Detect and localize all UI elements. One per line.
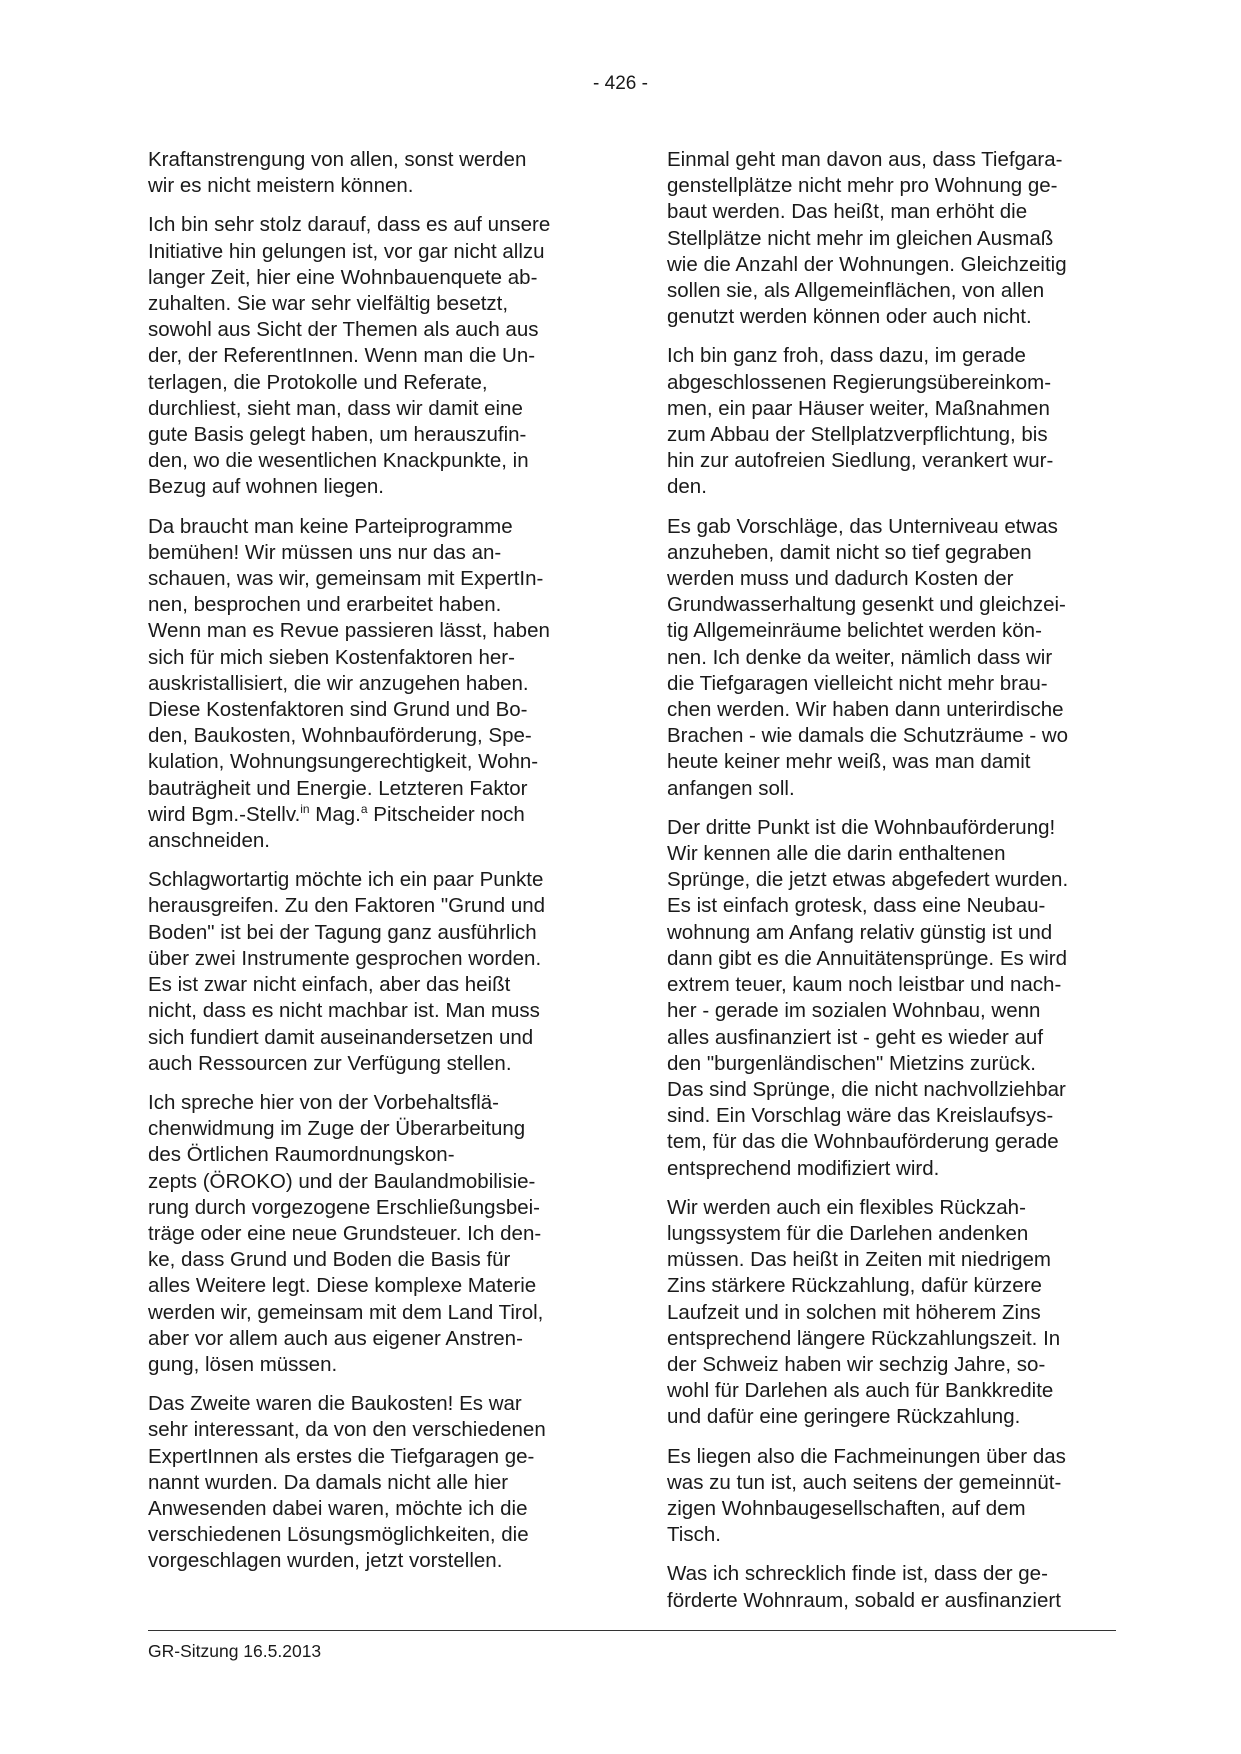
text-line: chen werden. Wir haben dann unterirdische xyxy=(667,698,1064,722)
text-line: wohnung am Anfang relativ günstig ist und xyxy=(667,920,1053,944)
text-segment: Mag. xyxy=(309,802,361,826)
paragraph xyxy=(667,1561,1107,1613)
text-segment: Pitscheider noch xyxy=(367,802,525,826)
paragraph xyxy=(148,1391,588,1574)
text-line: und dafür eine geringere Rückzahlung. xyxy=(667,1405,1021,1429)
text-line: anfangen soll. xyxy=(667,776,795,800)
text-line: Das Zweite waren die Baukosten! Es war xyxy=(148,1392,522,1416)
text-line: zum Abbau der Stellplatzverpflichtung, bis xyxy=(667,423,1048,447)
text-line: sowohl aus Sicht der Themen als auch aus xyxy=(148,318,539,342)
text-line: über zwei Instrumente gesprochen worden. xyxy=(148,946,542,970)
text-line: herausgreifen. Zu den Faktoren "Grund und xyxy=(148,894,546,918)
footer-session-label: GR-Sitzung 16.5.2013 xyxy=(148,1641,322,1661)
paragraph xyxy=(148,867,588,1077)
paragraph xyxy=(667,147,1107,330)
text-line: der, der ReferentInnen. Wenn man die Un- xyxy=(148,344,536,368)
text-line: Ich spreche hier von der Vorbehaltsflä- xyxy=(148,1090,499,1114)
paragraph xyxy=(148,147,588,199)
text-line: Diese Kostenfaktoren sind Grund und Bo- xyxy=(148,698,528,722)
text-line: sich fundiert damit auseinandersetzen und xyxy=(148,1025,534,1049)
text-line: Der dritte Punkt ist die Wohnbauförderung! xyxy=(667,815,1056,839)
text-line: Initiative hin gelungen ist, vor gar nicht allzu xyxy=(148,239,545,263)
text-line: auskristallisiert, die wir anzugehen haben. xyxy=(148,671,529,695)
text-line: lungssystem für die Darlehen andenken xyxy=(667,1221,1029,1245)
text-line: hin zur autofreien Siedlung, verankert wur- xyxy=(667,449,1054,473)
text-line: extrem teuer, kaum noch leistbar und nach- xyxy=(667,973,1062,997)
text-line: wir es nicht meistern können. xyxy=(148,174,414,198)
text-line: zuhalten. Sie war sehr vielfältig besetzt, xyxy=(148,292,509,316)
text-line: Da braucht man keine Parteiprogramme xyxy=(148,514,513,538)
text-line: sind. Ein Vorschlag wäre das Kreislaufsys- xyxy=(667,1104,1054,1128)
text-line: ke, dass Grund und Boden die Basis für xyxy=(148,1248,511,1272)
text-line: gute Basis gelegt haben, um herauszufin- xyxy=(148,423,527,447)
text-line: den "burgenländischen" Mietzins zurück. xyxy=(667,1051,1036,1075)
text-line: tig Allgemeinräume belichtet werden kön- xyxy=(667,619,1042,643)
left-column xyxy=(148,147,588,1588)
text-line: Es gab Vorschläge, das Unterniveau etwas xyxy=(667,514,1058,538)
text-line: anschneiden. xyxy=(148,829,270,853)
text-line: Boden" ist bei der Tagung ganz ausführlich xyxy=(148,920,537,944)
text-line: langer Zeit, hier eine Wohnbauenquete ab- xyxy=(148,265,538,289)
text-line: des Örtlichen Raumordnungskon- xyxy=(148,1143,455,1167)
text-line: bauträgheit und Energie. Letzteren Faktor xyxy=(148,776,528,800)
text-line: den, wo die wesentlichen Knackpunkte, in xyxy=(148,449,529,473)
text-line: müssen. Das heißt in Zeiten mit niedrigem xyxy=(667,1248,1051,1272)
text-line: schauen, was wir, gemeinsam mit ExpertIn- xyxy=(148,567,544,591)
text-line: heute keiner mehr weiß, was man damit xyxy=(667,750,1031,774)
superscript: in xyxy=(300,802,310,817)
text-line: aber vor allem auch aus eigener Anstren- xyxy=(148,1326,523,1350)
text-line: werden wir, gemeinsam mit dem Land Tirol, xyxy=(148,1300,544,1324)
text-line: sich für mich sieben Kostenfaktoren her- xyxy=(148,645,515,669)
text-line: den. xyxy=(667,475,707,499)
text-segment: wird Bgm.-Stellv. xyxy=(148,802,301,826)
text-line: Wenn man es Revue passieren lässt, haben xyxy=(148,619,550,643)
text-line: nannt wurden. Da damals nicht alle hier xyxy=(148,1470,509,1494)
text-line: Das sind Sprünge, die nicht nachvollziehbar xyxy=(667,1077,1066,1101)
text-line: Ich bin sehr stolz darauf, dass es auf unsere xyxy=(148,213,551,237)
text-line: Zins stärkere Rückzahlung, dafür kürzere xyxy=(667,1274,1042,1298)
text-line: sollen sie, als Allgemeinflächen, von allen xyxy=(667,279,1045,303)
text-line: entsprechend modifiziert wird. xyxy=(667,1156,940,1180)
text-line: alles ausfinanziert ist - geht es wieder auf xyxy=(667,1025,1044,1049)
text-line: nicht, dass es nicht machbar ist. Man muss xyxy=(148,999,540,1023)
text-line: ExpertInnen als erstes die Tiefgaragen ge- xyxy=(148,1444,535,1468)
text-line: Es ist zwar nicht einfach, aber das heißt xyxy=(148,973,511,997)
paragraph xyxy=(667,815,1107,1182)
text-line: rung durch vorgezogene Erschließungsbei- xyxy=(148,1195,541,1219)
text-line: Laufzeit und in solchen mit höherem Zins xyxy=(667,1300,1041,1324)
text-line: gung, lösen müssen. xyxy=(148,1352,338,1376)
text-line: Brachen - wie damals die Schutzräume - wo xyxy=(667,724,1069,748)
text-line: her - gerade im sozialen Wohnbau, wenn xyxy=(667,999,1041,1023)
paragraph xyxy=(148,1090,588,1378)
text-line: tem, für das die Wohnbauförderung gerade xyxy=(667,1130,1059,1154)
text-line: förderte Wohnraum, sobald er ausfinanziert xyxy=(667,1588,1061,1612)
paragraph xyxy=(667,343,1107,500)
text-line: Grundwasserhaltung gesenkt und gleichzei- xyxy=(667,593,1066,617)
text-line: chenwidmung im Zuge der Überarbeitung xyxy=(148,1117,526,1141)
paragraph xyxy=(148,514,588,855)
paragraph xyxy=(667,1444,1107,1549)
text-line: zigen Wohnbaugesellschaften, auf dem xyxy=(667,1496,1026,1520)
text-line: alles Weitere legt. Diese komplexe Materie xyxy=(148,1274,537,1298)
text-line: kulation, Wohnungsungerechtigkeit, Wohn- xyxy=(148,750,539,774)
text-line: zepts (ÖROKO) und der Baulandmobilisie- xyxy=(148,1169,536,1193)
text-line: Wir werden auch ein flexibles Rückzah- xyxy=(667,1195,1026,1219)
text-line: anzuheben, damit nicht so tief gegraben xyxy=(667,540,1032,564)
text-line: träge oder eine neue Grundsteuer. Ich den- xyxy=(148,1221,542,1245)
text-line: dann gibt es die Annuitätensprünge. Es wird xyxy=(667,946,1068,970)
text-line: Es ist einfach grotesk, dass eine Neubau- xyxy=(667,894,1046,918)
text-line: entsprechend längere Rückzahlungszeit. In xyxy=(667,1326,1061,1350)
text-line: den, Baukosten, Wohnbauförderung, Spe- xyxy=(148,724,532,748)
text-line: genstellplätze nicht mehr pro Wohnung ge- xyxy=(667,174,1058,198)
text-line: Tisch. xyxy=(667,1523,721,1547)
text-line: Schlagwortartig möchte ich ein paar Punkte xyxy=(148,868,544,892)
text-line: genutzt werden können oder auch nicht. xyxy=(667,305,1032,329)
text-line: auch Ressourcen zur Verfügung stellen. xyxy=(148,1051,512,1075)
text-line: men, ein paar Häuser weiter, Maßnahmen xyxy=(667,396,1050,420)
page-number: - 426 - xyxy=(593,73,648,94)
text-line: der Schweiz haben wir sechzig Jahre, so- xyxy=(667,1352,1046,1376)
text-line: Stellplätze nicht mehr im gleichen Ausmaß xyxy=(667,226,1054,250)
text-line: Es liegen also die Fachmeinungen über das xyxy=(667,1444,1066,1468)
text-line: sehr interessant, da von den verschiedenen xyxy=(148,1418,546,1442)
paragraph xyxy=(667,514,1107,802)
text-line: was zu tun ist, auch seitens der gemeinnüt- xyxy=(667,1470,1062,1494)
superscript: a xyxy=(360,802,368,817)
text-line: Kraftanstrengung von allen, sonst werden xyxy=(148,148,527,171)
paragraph xyxy=(667,1195,1107,1431)
text-line: nen. Ich denke da weiter, nämlich dass wir xyxy=(667,645,1053,669)
text-line: verschiedenen Lösungsmöglichkeiten, die xyxy=(148,1523,529,1547)
text-line: durchliest, sieht man, dass wir damit eine xyxy=(148,396,523,420)
text-line: Sprünge, die jetzt etwas abgefedert wurden. xyxy=(667,868,1069,892)
text-line: Anwesenden dabei waren, möchte ich die xyxy=(148,1496,528,1520)
text-line: die Tiefgaragen vielleicht nicht mehr brau- xyxy=(667,671,1048,695)
footer-divider xyxy=(148,1630,1116,1631)
text-line xyxy=(148,802,588,828)
text-line: baut werden. Das heißt, man erhöht die xyxy=(667,200,1028,224)
text-line: abgeschlossenen Regierungsübereinkom- xyxy=(667,370,1052,394)
text-line: Wir kennen alle die darin enthaltenen xyxy=(667,842,1006,866)
text-line: nen, besprochen und erarbeitet haben. xyxy=(148,593,502,617)
text-line: Bezug auf wohnen liegen. xyxy=(148,475,384,499)
text-line: wie die Anzahl der Wohnungen. Gleichzeitig xyxy=(667,252,1067,276)
paragraph xyxy=(148,212,588,500)
right-column xyxy=(667,147,1107,1627)
text-line: terlagen, die Protokolle und Referate, xyxy=(148,370,488,394)
text-line: Einmal geht man davon aus, dass Tiefgara- xyxy=(667,148,1063,171)
text-line: Was ich schrecklich finde ist, dass der ge- xyxy=(667,1562,1048,1586)
text-line: Ich bin ganz froh, dass dazu, im gerade xyxy=(667,344,1026,368)
text-line: werden muss und dadurch Kosten der xyxy=(667,567,1014,591)
text-line: wohl für Darlehen als auch für Bankkredite xyxy=(667,1379,1054,1403)
text-line: bemühen! Wir müssen uns nur das an- xyxy=(148,540,502,564)
text-line: vorgeschlagen wurden, jetzt vorstellen. xyxy=(148,1549,503,1573)
